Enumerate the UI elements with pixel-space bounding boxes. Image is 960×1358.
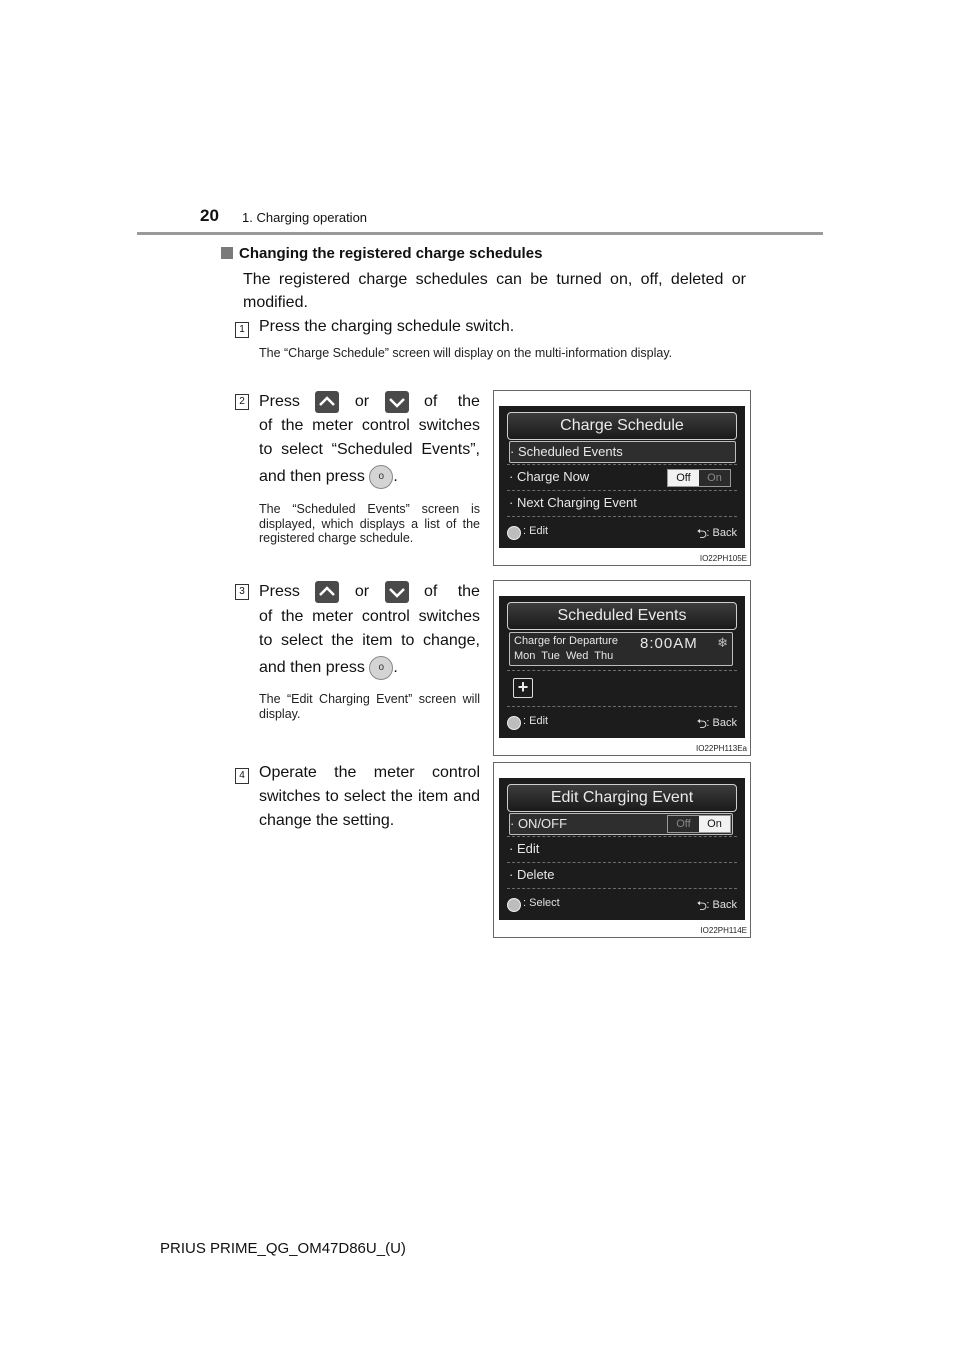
back-arrow-icon: ⮌	[696, 716, 707, 731]
menu-item-scheduled-events: · Scheduled Events	[509, 441, 736, 463]
step-number-3: 3	[235, 584, 249, 600]
step-2-note: The “Scheduled Events” screen is displayed, which displays a list of the registered charge schedule.	[259, 502, 480, 545]
ok-button-icon	[507, 898, 521, 912]
step-3-note: The “Edit Charging Event” screen will display.	[259, 692, 480, 721]
ok-button-icon: o	[369, 656, 393, 680]
step-3-press-ok: and then press o .	[259, 656, 398, 680]
chevron-up-icon	[315, 391, 339, 413]
step-3-body: of the meter control switches to select the item to change,	[259, 608, 480, 649]
screen-footer: : Edit ⮌ : Back	[507, 712, 737, 734]
section-title: Changing the registered charge schedules	[221, 245, 542, 262]
menu-item-delete: · Delete	[509, 867, 555, 882]
chevron-down-icon	[385, 391, 409, 413]
on-off-toggle: Off On	[667, 815, 731, 833]
step-number-2: 2	[235, 394, 249, 410]
square-bullet-icon	[221, 247, 233, 259]
figure-id: IO22PH105E	[699, 554, 747, 563]
menu-item-charge-now: · Charge Now	[509, 469, 590, 484]
ok-button-icon: o	[369, 465, 393, 489]
step-3-text: Press or of the	[259, 580, 480, 604]
add-icon: +	[513, 678, 533, 698]
ok-button-icon	[507, 716, 521, 730]
figure-id: IO22PH113Ea	[696, 744, 747, 753]
step-4-text: Operate the meter control switches to select the item and change the setting.	[259, 764, 480, 829]
event-name: Charge for Departure	[514, 635, 618, 647]
back-arrow-icon: ⮌	[696, 898, 707, 913]
event-card	[509, 632, 733, 666]
screen-scheduled-events	[493, 580, 751, 756]
menu-item-on-off: · ON/OFF	[509, 813, 733, 835]
step-1-text: Press the charging schedule switch.	[259, 318, 515, 335]
screen-title: Charge Schedule	[507, 412, 737, 440]
screen-title: Scheduled Events	[507, 602, 737, 630]
screen-footer: : Select ⮌ : Back	[507, 894, 737, 916]
screen-footer: : Edit ⮌ : Back	[507, 522, 737, 544]
event-time: 8:00AM	[640, 635, 698, 652]
section-intro: The registered charge schedules can be turned on, off, deleted or modified.	[243, 271, 746, 311]
screen-edit-charging-event	[493, 762, 751, 938]
screen-title: Edit Charging Event	[507, 784, 737, 812]
page-number: 20	[200, 206, 219, 225]
step-2-body: of the meter control switches to select “Scheduled Events”,	[259, 417, 480, 458]
document-code: PRIUS PRIME_QG_OM47D86U_(U)	[160, 1240, 406, 1257]
menu-item-next-charging-event: · Next Charging Event	[509, 495, 637, 510]
step-2-text: Press or of the	[259, 390, 480, 414]
step-1-note: The “Charge Schedule” screen will display on the multi-information display.	[259, 346, 673, 360]
step-number-4: 4	[235, 768, 249, 784]
menu-item-edit: · Edit	[509, 841, 540, 856]
screen-charge-schedule	[493, 390, 751, 566]
climate-icon: ❄	[717, 635, 728, 650]
chapter-title: 1. Charging operation	[242, 210, 368, 225]
chevron-up-icon	[315, 581, 339, 603]
step-2-press-ok: and then press o .	[259, 465, 398, 489]
chevron-down-icon	[385, 581, 409, 603]
ok-button-icon	[507, 526, 521, 540]
event-days: Mon Tue Wed Thu	[514, 650, 614, 662]
step-number-1: 1	[235, 322, 249, 338]
charge-now-toggle: Off On	[667, 469, 731, 487]
header-divider	[137, 232, 823, 235]
figure-id: IO22PH114E	[700, 926, 747, 935]
back-arrow-icon: ⮌	[696, 526, 707, 541]
